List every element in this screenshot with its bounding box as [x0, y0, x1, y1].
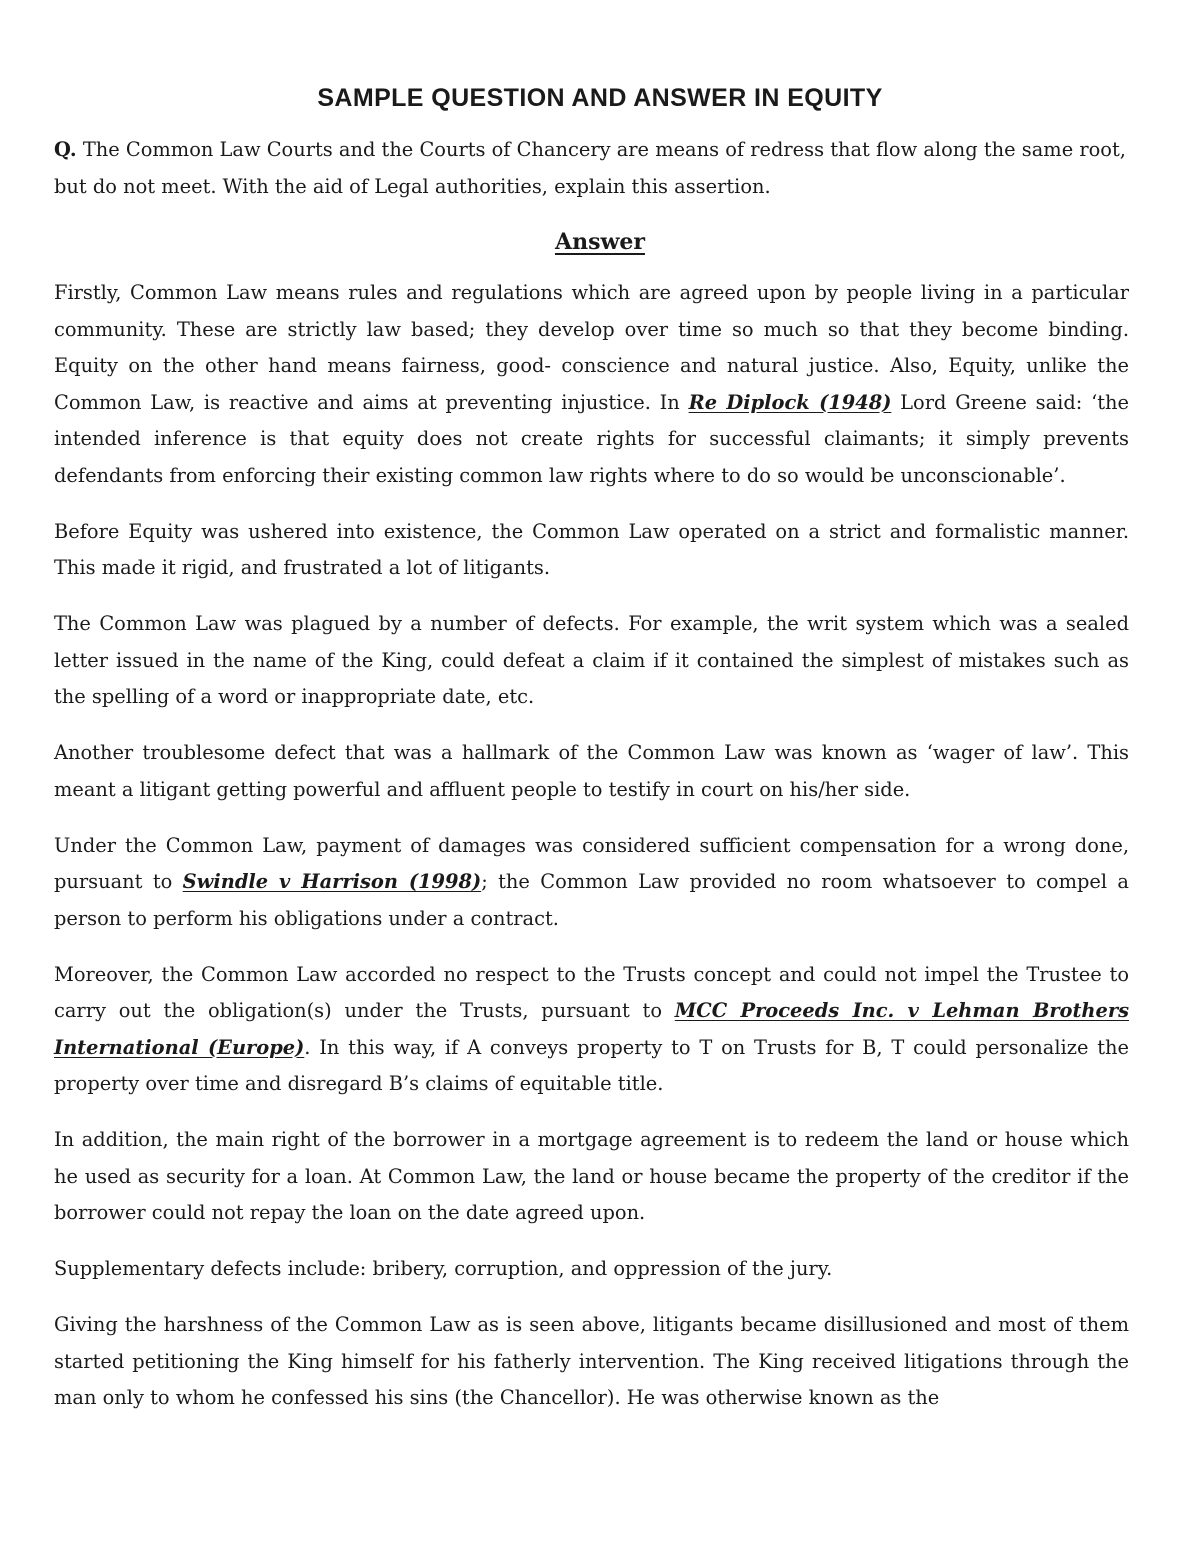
- case-citation-swindle-v-harrison: Swindle v Harrison (1998): [182, 870, 482, 893]
- paragraph-mortgage: In addition, the main right of the borrower in a mortgage agreement is to redeem the land or house which he used as security for a loan. At Common Law, the land or house became the property of the creditor if the borrower could not repay the loan on the date agreed upon.: [54, 1128, 1129, 1224]
- answer-heading: Answer: [555, 229, 645, 255]
- paragraph-text: Moreover, the Common Law accorded no respect to the Trusts concept and could not impel the Trustee to carry out the obligation(s) under the Trusts, pursuant to: [54, 962, 1129, 1022]
- question-text: The Common Law Courts and the Courts of Chancery are means of redress that flow along the same root, but do not meet. With the aid of Legal authorities, explain this assertion.: [54, 138, 1126, 198]
- paragraph-text: Firstly, Common Law means rules and regulations which are agreed upon by people living in a particular community. These are strictly law based; they develop over time so much so that they become binding. Equity on the other hand means fairness, good- conscience and natural justice. Also, Equity, unlike the Common Law, is reactive and aims at preventing injustice. In: [54, 281, 1129, 414]
- document-title: SAMPLE QUESTION AND ANSWER IN EQUITY: [317, 84, 883, 112]
- question-paragraph: [54, 132, 1129, 205]
- case-citation-re-diplock: Re Diplock (1948): [688, 390, 892, 414]
- paragraph-writ-system: The Common Law was plagued by a number of defects. For example, the writ system which was a sealed letter issued in the name of the King, could defeat a claim if it contained the simplest of mistakes such as the spelling of a word or inappropriate date, etc.: [54, 612, 1129, 708]
- paragraph-wager-of-law: Another troublesome defect that was a hallmark of the Common Law was known as ‘wager of law’. This meant a litigant getting powerful and affluent people to testify in court on his/her side.: [54, 741, 1129, 801]
- paragraph-text: Under the Common Law, payment of damages was considered sufficient compensation for a wrong done, pursuant to: [54, 833, 1129, 893]
- paragraph-trusts: [54, 957, 1129, 1103]
- paragraph-before-equity: Before Equity was ushered into existence, the Common Law operated on a strict and formalistic manner. This made it rigid, and frustrated a lot of litigants.: [54, 519, 1129, 579]
- paragraph-supplementary-defects: Supplementary defects include: bribery, corruption, and oppression of the jury.: [54, 1257, 833, 1280]
- paragraph-text: ; the Common Law provided no room whatsoever to compel a person to perform his obligations under a contract.: [54, 870, 1129, 930]
- paragraph-chancellor: Giving the harshness of the Common Law as is seen above, litigants became disillusioned and most of them started petitioning the King himself for his fatherly intervention. The King received litigations through the man only to whom he confessed his sins (the Chancellor). He was otherwise known as the: [54, 1313, 1129, 1409]
- paragraph-definitions: [54, 275, 1129, 494]
- paragraph-damages: [54, 828, 1129, 938]
- question-label: Q.: [54, 138, 77, 161]
- paragraph-text: Lord Greene said: ‘the intended inference is that equity does not create rights for successful claimants; it simply prevents defendants from enforcing their existing common law rights where to do so would be unconscionable’.: [54, 390, 1130, 487]
- paragraph-text: . In this way, if A conveys property to T on Trusts for B, T could personalize the property over time and disregard B’s claims of equitable title.: [54, 1035, 1129, 1095]
- case-citation-mcc-proceeds: MCC Proceeds Inc. v Lehman Brothers International (Europe): [54, 999, 1130, 1059]
